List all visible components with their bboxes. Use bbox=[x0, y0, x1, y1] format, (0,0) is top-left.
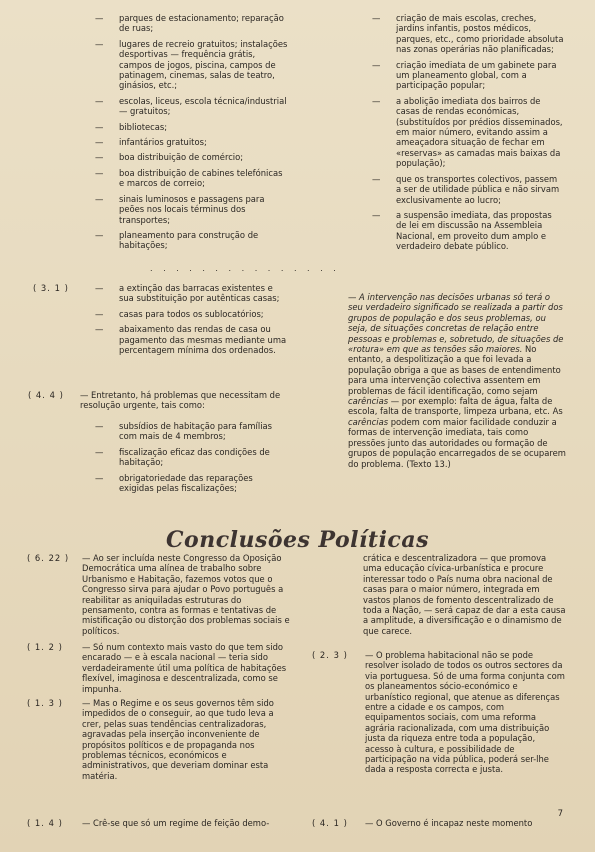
section-4-4-text: — Entretanto, há problemas que necessitam de resolução urgente, tais como: bbox=[80, 390, 281, 411]
left-top-list bbox=[95, 13, 288, 256]
list-item-text: boa distribuição de cabines telefónicas e marcos de correio; bbox=[119, 167, 283, 189]
list-item-text: abaixamento das rendas de casa ou pagamento das mesmas mediante uma percentagem mínima dos ordenados. bbox=[119, 324, 287, 356]
list-item-text: a suspensão imediata, das propostas de lei em discussão na Assembleia Nacional, em proveito dum amplo e verdadeiro debate público. bbox=[396, 209, 552, 252]
section-number: ( 1. 4 ) bbox=[27, 818, 63, 828]
list-item: — parques de estacionamento; reparação de ruas; bbox=[95, 13, 288, 34]
conclusion-continuation: crática e descentralizadora — que promova uma educação cívica-urbanística e procure interessar todo o País numa obra nacional de casas para o maior número, integrada em vastos planos de fomento descentralizado de toda a Nação, — será capaz de dar a esta causa a amplitude, a diversificação e o dinamismo de que carece. bbox=[363, 553, 566, 636]
list-item: — criação de mais escolas, creches, jardins infantis, postos médicos, parques, etc., como prioridade absoluta nas zonas operárias não planificadas; bbox=[372, 13, 564, 55]
list-item-text: a abolição imediata dos bairros de casas de rendas económicas, (substituídos por prédios disseminados, em maior número, evitando assim a ameaçadora situação de fechar em «reservas» as camadas mais baixas da população); bbox=[396, 95, 563, 169]
list-item-text: lugares de recreio gratuitos; instalações desportivas — frequência grátis, campos de jogos, piscina, campos de patinagem, cinemas, salas de teatro, ginásios, etc.; bbox=[119, 38, 288, 91]
conclusion-paragraph: — O Governo é incapaz neste momento bbox=[365, 818, 533, 828]
list-item-text: que os transportes colectivos, passem a ser de utilidade pública e não sirvam exclusivamente ao lucro; bbox=[396, 173, 560, 205]
list-item-text: criação de mais escolas, creches, jardins infantis, postos médicos, parques, etc., como prioridade absoluta nas zonas operárias não planificadas; bbox=[396, 13, 564, 55]
list-item: — a extinção das barracas existentes e sua substituição por autênticas casas; bbox=[95, 283, 288, 304]
list-item: — obrigatoriedade das reparações exigidas pelas fiscalizações; bbox=[95, 473, 288, 494]
list-item-text: planeamento para construção de habitações; bbox=[119, 229, 259, 251]
conclusion-paragraph: — Mas o Regime e os seus governos têm sido impedidos de o conseguir, ao que tudo leva a crer, pelas suas tendências centralizadoras, agravadas pela inserção inconveniente de propósitos políticos e de propaganda nos problemas técnicos, económicos e administrativos, que deveriam dominar esta matéria. bbox=[82, 698, 274, 781]
list-item-text: a extinção das barracas existentes e sua substituição por autênticas casas; bbox=[119, 283, 280, 304]
list-item: — subsídios de habitação para famílias com mais de 4 membros; bbox=[95, 421, 288, 442]
paragraph-text: No entanto, a despolitização a que foi levada a população obriga a que as bases de entendimento para uma intervenção colectiva assentem em problemas de fácil identificação, como sejam bbox=[348, 344, 561, 396]
list-item: — a abolição imediata dos bairros de casas de rendas económicas, (substituídos por prédios disseminados, em maior número, evitando assim a ameaçadora situação de fechar em «reservas» as camadas mais baixas da população); bbox=[372, 95, 563, 169]
list-item-text: boa distribuição de comércio; bbox=[119, 152, 244, 163]
list-item: — abaixamento das rendas de casa ou pagamento das mesmas mediante uma percentagem mínima dos ordenados. bbox=[95, 324, 287, 356]
list-item: — boa distribuição de cabines telefónicas e marcos de correio; bbox=[95, 168, 288, 189]
list-item: — boa distribuição de comércio; bbox=[95, 152, 288, 162]
section-number: ( 6. 22 ) bbox=[27, 553, 70, 563]
list-item: — planeamento para construção de habitações; bbox=[95, 230, 288, 251]
list-item: — bibliotecas; bbox=[95, 122, 288, 132]
list-item-text: criação imediata de um gabinete para um planeamento global, com a participação popular; bbox=[396, 59, 557, 91]
section-4-4-list bbox=[95, 421, 288, 498]
section-number: ( 1. 2 ) bbox=[27, 642, 63, 652]
paragraph-text: — por exemplo: falta de água, falta de escola, falta de transporte, limpeza urbana, etc. As bbox=[348, 396, 563, 417]
list-item-text: parques de estacionamento; reparação de ruas; bbox=[119, 13, 284, 34]
list-item: — fiscalização eficaz das condições de habitação; bbox=[95, 447, 288, 468]
page-number: 7 bbox=[557, 809, 563, 819]
section-number: ( 4. 4 ) bbox=[28, 390, 64, 400]
list-item-text: subsídios de habitação para famílias com mais de 4 membros; bbox=[119, 421, 273, 442]
ellipsis-dots: . . . . . . . . . . . . . . . bbox=[150, 264, 340, 273]
list-item-text: sinais luminosos e passagens para peões nos locais términus dos transportes; bbox=[119, 193, 265, 225]
section-number: ( 4. 1 ) bbox=[312, 818, 348, 828]
list-item-text: infantários gratuitos; bbox=[119, 137, 207, 148]
section-number: ( 1. 3 ) bbox=[27, 698, 63, 708]
section-3-1-list bbox=[95, 283, 288, 360]
list-item-text: escolas, liceus, escola técnica/industrial — gratuitos; bbox=[119, 95, 287, 117]
list-item: — escolas, liceus, escola técnica/industrial — gratuitos; bbox=[95, 95, 287, 117]
conclusion-paragraph: — Ao ser incluída neste Congresso da Oposição Democrática uma alínea de trabalho sobre Urbanismo e Habitação, fazemos votos que o Congresso sirva para ajudar o Povo português a reabilitar as aniquiladas estruturas do pensamento, contra as formas e tentativas de mistificação ou distorção dos problemas sociais e políticos. bbox=[82, 553, 290, 636]
list-item-text: fiscalização eficaz das condições de habitação; bbox=[119, 446, 270, 468]
list-item-text: bibliotecas; bbox=[119, 121, 168, 132]
list-item-text: casas para todos os sublocatórios; bbox=[119, 308, 264, 319]
intervention-paragraph bbox=[348, 292, 566, 469]
conclusion-paragraph: — Crê-se que só um regime de feição demo- bbox=[82, 818, 270, 828]
italic-quote: — A intervenção nas decisões urbanas só terá o seu verdadeiro significado se realizada a partir dos grupos de população e dos seus problemas, ou seja, de situações concretas de relação entre pessoas e problemas e, sobretudo, de situações de «rotura» em que as tensões são maiores. bbox=[348, 292, 564, 355]
paragraph-text: podem com maior facilidade conduzir a formas de intervenção imediata, tais como pressões junto das autoridades ou formação de grupos de população encarregados de se ocuparem do problema. (Texto 13.) bbox=[348, 416, 566, 469]
emphasis: carências bbox=[348, 396, 389, 407]
section-heading: Conclusões Políticas bbox=[166, 527, 429, 553]
list-item: — criação imediata de um gabinete para um planeamento global, com a participação popular; bbox=[372, 60, 564, 91]
list-item: — sinais luminosos e passagens para peões nos locais términus dos transportes; bbox=[95, 194, 288, 225]
emphasis: carências bbox=[348, 416, 389, 427]
list-item: — infantários gratuitos; bbox=[95, 137, 288, 147]
list-item-text: obrigatoriedade das reparações exigidas pelas fiscalizações; bbox=[119, 472, 253, 494]
list-item: — casas para todos os sublocatórios; bbox=[95, 309, 288, 319]
conclusion-paragraph: — O problema habitacional não se pode resolver isolado de todos os outros sectores da via portuguesa. Só de uma forma conjunta com os planeamentos sócio-económico e urbanístico regional, que atenue as diferenças entre a cidade e os campos, com equipamentos sociais, com uma reforma agrária racionalizada, com uma distribuição justa da riqueza entre toda a população, acesso à cultura, e possibilidade de participação na vida pública, poderá ser-lhe dada a resposta correcta e justa. bbox=[365, 650, 565, 775]
list-item: — que os transportes colectivos, passem a ser de utilidade pública e não sirvam exclusivamente ao lucro; bbox=[372, 174, 564, 205]
list-item: — lugares de recreio gratuitos; instalações desportivas — frequência grátis, campos de jogos, piscina, campos de patinagem, cinemas, salas de teatro, ginásios, etc.; bbox=[95, 38, 288, 91]
conclusion-paragraph: — Só num contexto mais vasto do que tem sido encarado — e à escala nacional — teria sido verdadeiramente útil uma política de habitações flexível, imaginosa e descentralizada, como se impunha. bbox=[82, 642, 287, 694]
section-number: ( 2. 3 ) bbox=[312, 650, 348, 660]
list-item: — a suspensão imediata, das propostas de lei em discussão na Assembleia Nacional, em proveito dum amplo e verdadeiro debate público. bbox=[372, 210, 564, 252]
right-top-list bbox=[372, 13, 564, 257]
section-number: ( 3. 1 ) bbox=[33, 283, 69, 293]
